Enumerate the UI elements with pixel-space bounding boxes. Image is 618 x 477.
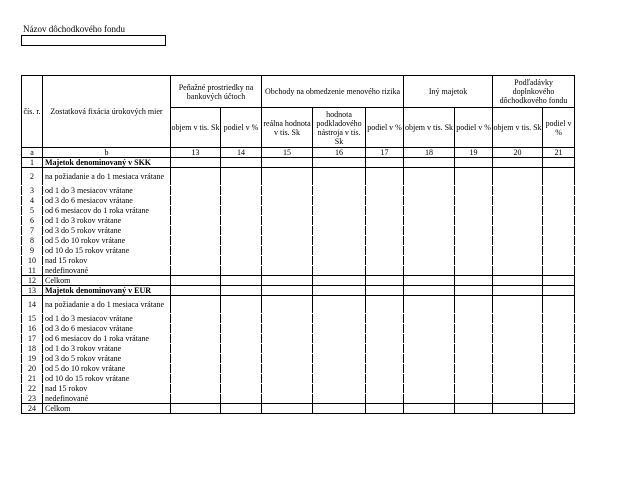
cell bbox=[221, 276, 262, 286]
row-number: 12 bbox=[22, 276, 43, 286]
cell bbox=[493, 206, 543, 216]
cell bbox=[404, 354, 455, 364]
row-number: 6 bbox=[22, 216, 43, 226]
cell bbox=[262, 394, 313, 404]
cell bbox=[171, 276, 221, 286]
cell bbox=[366, 296, 404, 314]
cell bbox=[455, 196, 493, 206]
cell bbox=[493, 374, 543, 384]
cell bbox=[493, 186, 543, 196]
total-label: Celkom bbox=[43, 276, 171, 286]
cell bbox=[493, 158, 543, 168]
cell bbox=[366, 246, 404, 256]
cell bbox=[262, 266, 313, 276]
cell bbox=[455, 384, 493, 394]
fund-name-label: Názov dôchodkového fondu bbox=[23, 24, 125, 34]
cell bbox=[366, 354, 404, 364]
column-letter: 20 bbox=[493, 148, 543, 158]
cell bbox=[313, 158, 366, 168]
cell bbox=[543, 334, 575, 344]
cell bbox=[404, 404, 455, 414]
row-number: 3 bbox=[22, 186, 43, 196]
row-number: 17 bbox=[22, 334, 43, 344]
row-label: od 3 do 5 rokov vrátane bbox=[43, 226, 171, 236]
cell bbox=[366, 236, 404, 246]
cell bbox=[404, 364, 455, 374]
cell bbox=[543, 266, 575, 276]
cell bbox=[313, 276, 366, 286]
cell bbox=[543, 226, 575, 236]
cell bbox=[313, 354, 366, 364]
subheader-volume: objem v tis. Sk bbox=[171, 108, 221, 148]
cell bbox=[543, 374, 575, 384]
cell bbox=[404, 324, 455, 334]
cell bbox=[366, 158, 404, 168]
cell bbox=[221, 196, 262, 206]
group-header-currency-risk: Obchody na obmedzenie menového rizika bbox=[262, 76, 404, 108]
cell bbox=[455, 394, 493, 404]
row-number: 2 bbox=[22, 168, 43, 186]
subheader-fair-value: reálna hodnota v tis. Sk bbox=[262, 108, 313, 148]
cell bbox=[171, 394, 221, 404]
section-heading: Majetok denominovaný v SKK bbox=[43, 158, 171, 168]
cell bbox=[262, 186, 313, 196]
cell bbox=[221, 256, 262, 266]
cell bbox=[455, 296, 493, 314]
total-label: Celkom bbox=[43, 404, 171, 414]
cell bbox=[455, 226, 493, 236]
cell bbox=[313, 186, 366, 196]
cell bbox=[313, 226, 366, 236]
cell bbox=[221, 334, 262, 344]
cell bbox=[221, 286, 262, 296]
cell bbox=[366, 186, 404, 196]
cell bbox=[171, 364, 221, 374]
row-number: 15 bbox=[22, 314, 43, 324]
cell bbox=[404, 276, 455, 286]
cell bbox=[313, 374, 366, 384]
cell bbox=[543, 404, 575, 414]
row-label: od 3 do 5 rokov vrátane bbox=[43, 354, 171, 364]
cell bbox=[313, 168, 366, 186]
cell bbox=[313, 394, 366, 404]
row-label: nad 15 rokov bbox=[43, 384, 171, 394]
cell bbox=[221, 296, 262, 314]
cell bbox=[366, 256, 404, 266]
cell bbox=[543, 246, 575, 256]
row-number: 23 bbox=[22, 394, 43, 404]
cell bbox=[493, 236, 543, 246]
row-label: od 1 do 3 rokov vrátane bbox=[43, 216, 171, 226]
cell bbox=[493, 324, 543, 334]
cell bbox=[313, 314, 366, 324]
cell bbox=[221, 344, 262, 354]
cell bbox=[455, 256, 493, 266]
cell bbox=[404, 296, 455, 314]
cell bbox=[404, 394, 455, 404]
column-letter: 19 bbox=[455, 148, 493, 158]
cell bbox=[262, 344, 313, 354]
cell bbox=[366, 206, 404, 216]
cell bbox=[493, 216, 543, 226]
cell bbox=[543, 158, 575, 168]
cell bbox=[543, 394, 575, 404]
fund-name-field[interactable] bbox=[21, 35, 166, 46]
cell bbox=[171, 256, 221, 266]
cell bbox=[493, 286, 543, 296]
cell bbox=[543, 256, 575, 266]
cell bbox=[221, 206, 262, 216]
cell bbox=[262, 324, 313, 334]
cell bbox=[171, 226, 221, 236]
cell bbox=[171, 186, 221, 196]
cell bbox=[171, 344, 221, 354]
cell bbox=[455, 206, 493, 216]
cell bbox=[262, 256, 313, 266]
row-label: nedefinované bbox=[43, 266, 171, 276]
cell bbox=[455, 344, 493, 354]
cell bbox=[543, 364, 575, 374]
cell bbox=[262, 276, 313, 286]
cell bbox=[262, 314, 313, 324]
column-letter: 18 bbox=[404, 148, 455, 158]
cell bbox=[404, 374, 455, 384]
row-label: od 3 do 6 mesiacov vrátane bbox=[43, 324, 171, 334]
cell bbox=[366, 196, 404, 206]
subheader-volume: objem v tis. Sk bbox=[493, 108, 543, 148]
column-letter: 13 bbox=[171, 148, 221, 158]
cell bbox=[313, 266, 366, 276]
cell bbox=[262, 196, 313, 206]
row-number: 9 bbox=[22, 246, 43, 256]
cell bbox=[455, 186, 493, 196]
cell bbox=[313, 296, 366, 314]
row-number: 16 bbox=[22, 324, 43, 334]
cell bbox=[262, 286, 313, 296]
cell bbox=[366, 384, 404, 394]
row-number: 4 bbox=[22, 196, 43, 206]
cell bbox=[313, 206, 366, 216]
cell bbox=[366, 266, 404, 276]
cell bbox=[543, 196, 575, 206]
cell bbox=[455, 158, 493, 168]
subheader-share: podiel v % bbox=[543, 108, 575, 148]
cell bbox=[366, 394, 404, 404]
cell bbox=[493, 246, 543, 256]
cell bbox=[493, 196, 543, 206]
cell bbox=[404, 206, 455, 216]
cell bbox=[493, 276, 543, 286]
cell bbox=[455, 286, 493, 296]
row-label: od 5 do 10 rokov vrátane bbox=[43, 236, 171, 246]
group-header-receivables: Podľadávky doplnkového dôchodkového fondu bbox=[493, 76, 575, 108]
cell bbox=[404, 344, 455, 354]
row-number: 1 bbox=[22, 158, 43, 168]
cell bbox=[221, 394, 262, 404]
cell bbox=[455, 236, 493, 246]
cell bbox=[543, 296, 575, 314]
cell bbox=[262, 384, 313, 394]
cell bbox=[313, 236, 366, 246]
cell bbox=[171, 206, 221, 216]
subheader-share: podiel v % bbox=[221, 108, 262, 148]
cell bbox=[262, 236, 313, 246]
cell bbox=[262, 158, 313, 168]
cell bbox=[455, 374, 493, 384]
cell bbox=[455, 364, 493, 374]
cell bbox=[221, 216, 262, 226]
row-label: od 1 do 3 mesiacov vrátane bbox=[43, 186, 171, 196]
column-letter: 14 bbox=[221, 148, 262, 158]
cell bbox=[221, 384, 262, 394]
row-number: 7 bbox=[22, 226, 43, 236]
cell bbox=[171, 324, 221, 334]
cell bbox=[404, 314, 455, 324]
row-number: 19 bbox=[22, 354, 43, 364]
cell bbox=[171, 236, 221, 246]
row-number: 11 bbox=[22, 266, 43, 276]
cell bbox=[543, 286, 575, 296]
cell bbox=[493, 168, 543, 186]
cell bbox=[404, 216, 455, 226]
cell bbox=[171, 404, 221, 414]
cell bbox=[221, 226, 262, 236]
cell bbox=[221, 354, 262, 364]
cell bbox=[262, 354, 313, 364]
cell bbox=[221, 168, 262, 186]
cell bbox=[366, 226, 404, 236]
cell bbox=[366, 324, 404, 334]
cell bbox=[171, 196, 221, 206]
cell bbox=[313, 334, 366, 344]
cell bbox=[366, 334, 404, 344]
cell bbox=[221, 404, 262, 414]
cell bbox=[366, 216, 404, 226]
cell bbox=[262, 216, 313, 226]
row-label: na požiadanie a do 1 mesiaca vrátane bbox=[43, 168, 171, 186]
cell bbox=[262, 374, 313, 384]
cell bbox=[493, 404, 543, 414]
cell bbox=[543, 206, 575, 216]
cell bbox=[455, 216, 493, 226]
row-label: od 6 mesiacov do 1 roka vrátane bbox=[43, 334, 171, 344]
cell bbox=[366, 314, 404, 324]
cell bbox=[221, 186, 262, 196]
cell bbox=[455, 246, 493, 256]
cell bbox=[313, 256, 366, 266]
cell bbox=[366, 404, 404, 414]
cell bbox=[404, 246, 455, 256]
cell bbox=[455, 266, 493, 276]
cell bbox=[221, 266, 262, 276]
cell bbox=[313, 404, 366, 414]
cell bbox=[493, 354, 543, 364]
cell bbox=[455, 324, 493, 334]
row-label: nad 15 rokov bbox=[43, 256, 171, 266]
row-label: od 10 do 15 rokov vrátane bbox=[43, 374, 171, 384]
cell bbox=[493, 314, 543, 324]
cell bbox=[455, 168, 493, 186]
cell bbox=[404, 384, 455, 394]
row-number: 24 bbox=[22, 404, 43, 414]
cell bbox=[543, 354, 575, 364]
section-heading: Majetok denominovaný v EUR bbox=[43, 286, 171, 296]
row-number: 14 bbox=[22, 296, 43, 314]
cell bbox=[404, 236, 455, 246]
cell bbox=[404, 256, 455, 266]
cell bbox=[404, 226, 455, 236]
cell bbox=[543, 168, 575, 186]
group-header-other-assets: Iný majetok bbox=[404, 76, 493, 108]
cell bbox=[404, 196, 455, 206]
cell bbox=[366, 286, 404, 296]
cell bbox=[313, 196, 366, 206]
cell bbox=[543, 236, 575, 246]
row-label: od 3 do 6 mesiacov vrátane bbox=[43, 196, 171, 206]
cell bbox=[171, 314, 221, 324]
row-number: 8 bbox=[22, 236, 43, 246]
cell bbox=[171, 246, 221, 256]
cell bbox=[221, 314, 262, 324]
cell bbox=[313, 246, 366, 256]
cell bbox=[455, 314, 493, 324]
cell bbox=[221, 236, 262, 246]
cell bbox=[404, 186, 455, 196]
column-letter: 15 bbox=[262, 148, 313, 158]
cell bbox=[313, 364, 366, 374]
row-label: nedefinované bbox=[43, 394, 171, 404]
cell bbox=[455, 354, 493, 364]
row-label: na požiadanie a do 1 mesiaca vrátane bbox=[43, 296, 171, 314]
col-header-row-number: čís. r. bbox=[22, 76, 43, 148]
interest-fixation-table bbox=[21, 75, 575, 414]
cell bbox=[171, 158, 221, 168]
cell bbox=[404, 266, 455, 276]
cell bbox=[171, 334, 221, 344]
subheader-underlying-value: hodnota podkladového nástroja v tis. Sk bbox=[313, 108, 366, 148]
column-letter: b bbox=[43, 148, 171, 158]
cell bbox=[493, 256, 543, 266]
cell bbox=[262, 364, 313, 374]
cell bbox=[543, 314, 575, 324]
cell bbox=[171, 374, 221, 384]
subheader-share: podiel v % bbox=[366, 108, 404, 148]
cell bbox=[221, 374, 262, 384]
cell bbox=[404, 286, 455, 296]
subheader-share: podiel v % bbox=[455, 108, 493, 148]
cell bbox=[404, 168, 455, 186]
cell bbox=[366, 168, 404, 186]
row-label: od 10 do 15 rokov vrátane bbox=[43, 246, 171, 256]
row-label: od 6 mesiacov do 1 roka vrátane bbox=[43, 206, 171, 216]
cell bbox=[313, 216, 366, 226]
cell bbox=[455, 404, 493, 414]
cell bbox=[262, 168, 313, 186]
cell bbox=[171, 266, 221, 276]
cell bbox=[313, 384, 366, 394]
cell bbox=[493, 334, 543, 344]
row-number: 10 bbox=[22, 256, 43, 266]
cell bbox=[171, 354, 221, 364]
cell bbox=[455, 276, 493, 286]
cell bbox=[366, 374, 404, 384]
cell bbox=[455, 334, 493, 344]
row-number: 22 bbox=[22, 384, 43, 394]
cell bbox=[543, 216, 575, 226]
cell bbox=[262, 246, 313, 256]
cell bbox=[221, 364, 262, 374]
cell bbox=[543, 186, 575, 196]
row-label: od 5 do 10 rokov vrátane bbox=[43, 364, 171, 374]
column-letter: 16 bbox=[313, 148, 366, 158]
cell bbox=[262, 206, 313, 216]
row-label: od 1 do 3 mesiacov vrátane bbox=[43, 314, 171, 324]
cell bbox=[171, 168, 221, 186]
row-number: 21 bbox=[22, 374, 43, 384]
group-header-bank-accounts: Peňažné prostriedky na bankových účtoch bbox=[171, 76, 262, 108]
row-number: 5 bbox=[22, 206, 43, 216]
cell bbox=[366, 276, 404, 286]
cell bbox=[221, 324, 262, 334]
row-number: 20 bbox=[22, 364, 43, 374]
cell bbox=[366, 364, 404, 374]
cell bbox=[171, 216, 221, 226]
cell bbox=[262, 296, 313, 314]
cell bbox=[493, 394, 543, 404]
cell bbox=[313, 344, 366, 354]
row-label: od 1 do 3 rokov vrátane bbox=[43, 344, 171, 354]
row-number: 18 bbox=[22, 344, 43, 354]
cell bbox=[262, 404, 313, 414]
cell bbox=[221, 158, 262, 168]
cell bbox=[493, 296, 543, 314]
cell bbox=[221, 246, 262, 256]
col-header-fixation: Zostatková fixácia úrokových mier bbox=[43, 76, 171, 148]
cell bbox=[493, 384, 543, 394]
cell bbox=[404, 334, 455, 344]
cell bbox=[493, 226, 543, 236]
cell bbox=[366, 344, 404, 354]
cell bbox=[313, 286, 366, 296]
subheader-volume: objem v tis. Sk bbox=[404, 108, 455, 148]
cell bbox=[543, 324, 575, 334]
cell bbox=[543, 276, 575, 286]
column-letter: a bbox=[22, 148, 43, 158]
cell bbox=[171, 384, 221, 394]
cell bbox=[493, 344, 543, 354]
cell bbox=[171, 296, 221, 314]
column-letter: 17 bbox=[366, 148, 404, 158]
cell bbox=[543, 384, 575, 394]
cell bbox=[493, 364, 543, 374]
cell bbox=[493, 266, 543, 276]
column-letter: 21 bbox=[543, 148, 575, 158]
cell bbox=[313, 324, 366, 334]
cell bbox=[262, 226, 313, 236]
cell bbox=[543, 344, 575, 354]
cell bbox=[262, 334, 313, 344]
cell bbox=[404, 158, 455, 168]
row-number: 13 bbox=[22, 286, 43, 296]
cell bbox=[171, 286, 221, 296]
